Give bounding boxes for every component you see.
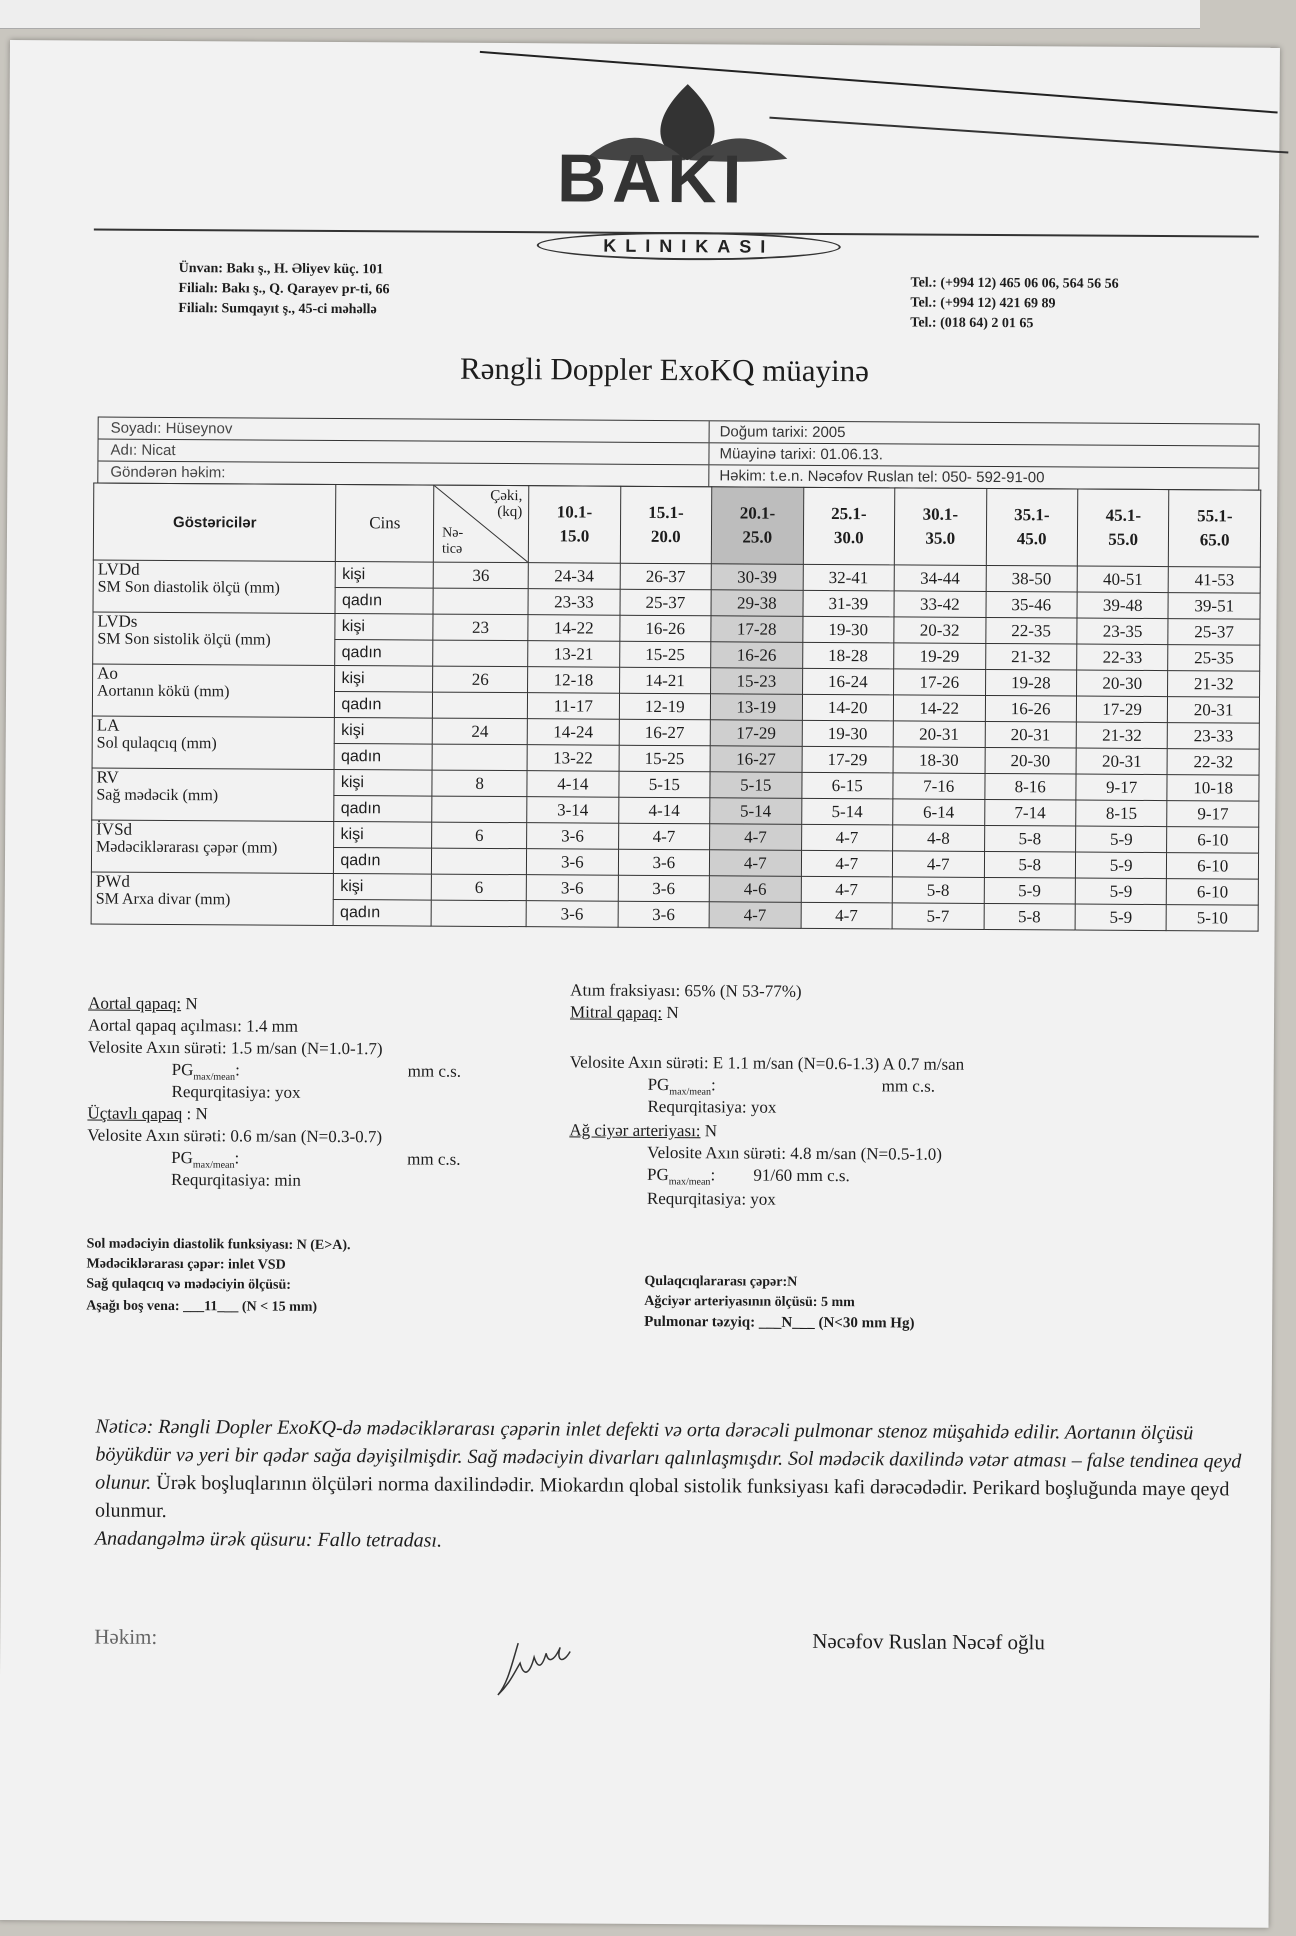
result-cell [433,692,528,719]
norm-cell: 3-6 [526,901,618,928]
norm-cell: 20-31 [1076,748,1168,775]
clinic-name: BAKI [556,140,748,218]
doctor-label: Həkim: [94,1624,158,1649]
result-cell: 6 [431,874,526,901]
norm-cell: 4-7 [801,824,893,851]
norm-cell: 5-14 [710,798,802,825]
tricuspid-valve: Üçtavlı qapaq : N [87,1103,208,1124]
norm-cell: 6-14 [893,799,985,826]
norm-cell: 13-22 [527,745,619,772]
norm-cell: 17-29 [1076,696,1168,723]
result-cell [432,744,527,771]
aortal-valve: Aortal qapaq: N [88,993,198,1014]
indicator-desc: SM Arxa divar (mm) [95,890,231,909]
sex-cell: qadın [335,587,433,614]
pulmonary-artery: Ağ ciyər arteriyası: N [569,1120,718,1141]
sex-cell: qadın [335,691,433,718]
norm-cell: 4-7 [709,902,801,929]
norm-cell: 14-20 [802,694,894,721]
result-cell [432,796,527,823]
norm-cell: 19-30 [802,720,894,747]
col-age: 35.1- 45.0 [986,488,1078,566]
norm-cell: 34-44 [894,565,986,592]
norm-cell: 16-26 [711,642,803,669]
indicator-desc: Sağ mədəcik (mm) [96,786,219,805]
echo-norms-table [91,483,1262,932]
norm-cell: 19-29 [894,643,986,670]
norm-cell: 29-38 [711,590,803,617]
sex-cell: qadın [334,847,432,874]
result-cell: 26 [433,666,528,693]
norm-cell: 40-51 [1077,566,1169,593]
indicator-cell [93,560,336,613]
norm-cell: 4-7 [801,876,893,903]
norm-cell: 22-32 [1167,749,1259,776]
indicator-code: İVSd [96,819,133,839]
indicator-cell [91,872,334,925]
norm-cell: 5-9 [1075,878,1167,905]
norm-cell: 18-28 [802,642,894,669]
norm-cell: 8-16 [984,773,1076,800]
norm-cell: 16-27 [710,746,802,773]
norm-cell: 5-10 [1167,905,1259,932]
ejection-fraction: Atım fraksiyası: 65% (N 53-77%) [570,980,802,1001]
norm-cell: 39-48 [1077,592,1169,619]
tricuspid-velocity: Velosite Axın sürəti: 0.6 m/san (N=0.3-0.7) [87,1125,383,1147]
norm-cell: 5-9 [1076,826,1168,853]
norm-cell: 5-15 [710,772,802,799]
norm-cell: 18-30 [893,747,985,774]
indicator-cell [93,612,336,665]
col-age: 45.1- 55.0 [1077,489,1169,567]
norm-cell: 11-17 [528,693,620,720]
indicator-desc: Aortanın kökü (mm) [96,682,230,701]
norm-cell: 3-14 [527,797,619,824]
col-age: 15.1- 20.0 [620,486,712,564]
indicator-cell [92,768,335,821]
conclusion-plain: Ürək boşluqlarının ölçüləri norma daxilindədir. Miokardın qlobal sistolik funksiyası kafi dərəcədədir. Perikard boşluğunda maye qeyd olunmur. [94,1471,1230,1522]
norm-cell: 19-30 [802,616,894,643]
indicator-cell [91,820,334,873]
col-weight-result [433,485,528,563]
result-cell [431,900,526,927]
norm-cell: 5-8 [984,851,1076,878]
norm-cell: 13-21 [528,641,620,668]
norm-cell: 9-17 [1076,774,1168,801]
page-title: Rəngli Doppler ExoKQ müayinə [459,350,870,389]
patient-surname: Soyadı: Hüseynov [99,418,710,443]
tricuspid-pg: $PG_{max/mean}$: [171,1148,240,1171]
mitral-regurgitation: Requrqitasiya: yox [647,1096,777,1117]
sex-cell: kişi [334,873,432,900]
mitral-valve: Mitral qapaq: N [570,1002,679,1023]
diagnosis: Anadangəlmə ürək qüsuru: Fallo tetradası. [94,1527,443,1552]
aortal-regurgitation: Requrqitasiya: yox [171,1082,301,1102]
norm-cell: 22-33 [1077,644,1169,671]
result-cell [433,588,528,615]
note-left: Mədəciklərarası çəpər: inlet VSD [86,1256,286,1273]
norm-cell: 39-51 [1168,593,1260,620]
mitral-pg-unit: mm c.s. [881,1076,936,1096]
norm-cell: 15-23 [711,668,803,695]
norm-cell: 25-35 [1168,645,1260,672]
norm-cell: 4-7 [710,850,802,877]
phone-line: Tel.: (+994 12) 465 06 06, 564 56 56 [910,275,1119,292]
sex-cell: qadın [334,795,432,822]
examining-doctor: Həkim: t.e.n. Nəcəfov Ruslan tel: 050- 592-91-00 [719,467,1045,487]
indicator-desc: SM Son diastolik ölçü (mm) [97,578,280,597]
patient-birth: Doğum tarixi: 2005 [719,423,846,442]
norm-cell: 4-7 [801,850,893,877]
norm-cell: 20-30 [1076,670,1168,697]
indicator-code: PWd [95,871,130,891]
indicator-code: LVDs [97,611,138,631]
norm-cell: 14-24 [527,719,619,746]
norm-cell: 5-9 [1075,904,1167,931]
norm-cell: 5-9 [984,877,1076,904]
norm-cell: 20-32 [894,617,986,644]
norm-cell: 4-7 [801,902,893,929]
norm-cell: 5-9 [1075,852,1167,879]
norm-cell: 15-25 [619,745,711,772]
norm-cell: 23-33 [528,589,620,616]
norm-cell: 5-8 [984,903,1076,930]
note-right: Pulmonar təzyiq: ___N___ (N<30 mm Hg) [644,1313,915,1332]
norm-cell: 7-16 [893,773,985,800]
sex-cell: kişi [335,613,433,640]
pulmonary-pg: $PG_{max/mean}$: 91/60 mm c.s. [647,1164,850,1188]
pulmonary-velocity: Velosite Axın sürəti: 4.8 m/san (N=0.5-1.0) [647,1142,943,1164]
norm-cell: 5-8 [892,877,984,904]
norm-cell: 16-27 [619,719,711,746]
norm-cell: 6-10 [1167,879,1259,906]
aortal-opening: Aortal qapaq açılması: 1.4 mm [87,1015,299,1036]
norm-cell: 3-6 [527,849,619,876]
sex-cell: qadın [334,743,432,770]
result-cell: 23 [433,614,528,641]
indicator-desc: Sol qulaqcıq (mm) [96,734,217,753]
col-indicators: Göstəricilər [93,483,336,561]
norm-cell: 14-22 [893,695,985,722]
norm-cell: 6-15 [801,772,893,799]
referring-doctor: Göndərən həkim: [98,462,709,487]
norm-cell: 35-46 [985,591,1077,618]
document-page [0,40,1280,1928]
result-cell: 24 [432,718,527,745]
norm-cell: 6-10 [1167,827,1259,854]
norm-cell: 17-29 [802,746,894,773]
exam-date: Müayinə tarixi: 01.06.13. [719,445,883,464]
col-sex: Cins [336,485,434,563]
norm-cell: 21-32 [1168,671,1260,698]
norm-cell: 16-26 [985,695,1077,722]
norm-cell: 3-6 [526,875,618,902]
norm-cell: 12-18 [528,667,620,694]
address-line: Filialı: Bakı ş., Q. Qarayev pr-ti, 66 [178,281,390,298]
weight-unit: (kq) [497,503,523,521]
norm-cell: 16-26 [619,615,711,642]
norm-cell: 4-7 [892,851,984,878]
underlying-sheet [0,0,1200,29]
note-left: Aşağı boş vena: ___11___ (N < 15 mm) [86,1298,318,1315]
norm-cell: 17-28 [711,616,803,643]
norm-cell: 14-22 [528,615,620,642]
col-age: 55.1- 65.0 [1169,490,1261,568]
norm-cell: 25-37 [1168,619,1260,646]
note-right: Qulaqcıqlararası çəpər:N [644,1273,798,1290]
sex-cell: qadın [335,639,433,666]
norm-cell: 12-19 [619,693,711,720]
norm-cell: 6-10 [1167,853,1259,880]
address-line: Filialı: Sumqayıt ş., 45-ci məhəllə [178,301,377,318]
patient-info [97,417,1259,491]
result-label-1: Nə- [442,525,464,541]
norm-cell: 31-39 [803,590,895,617]
result-label-2: ticə [442,541,463,557]
norm-cell: 4-14 [618,797,710,824]
norm-cell: 3-6 [618,901,710,928]
norm-cell: 16-24 [802,668,894,695]
result-cell: 6 [432,822,527,849]
mitral-velocity: Velosite Axın sürəti: E 1.1 m/san (N=0.6-1.3) A 0.7 m/san [569,1052,965,1074]
norm-cell: 14-21 [619,667,711,694]
address-block [178,259,389,320]
norm-cell: 3-6 [618,875,710,902]
signature-icon [490,1623,600,1704]
sex-cell: kişi [335,717,433,744]
result-cell: 36 [433,562,528,589]
pulmonary-regurgitation: Requrqitasiya: yox [646,1188,776,1209]
norm-cell: 25-37 [620,589,712,616]
norm-cell: 32-41 [803,564,895,591]
aortal-pg: $PG_{max/mean}$: [171,1060,240,1083]
patient-name: Adı: Nicat [98,440,709,465]
conclusion-label: Nəticə: [95,1415,154,1438]
sex-cell: kişi [334,821,432,848]
clinic-subtitle: KLINIKASI [537,231,841,261]
conclusion-italic: Rəngli Dopler ExoKQ-də mədəciklərarası çəpərin inlet defekti və orta dərəcəli pulmonar stenoz müşahidə edilir. Aortanın ölçüsü böyükdür və yeri bir qədər sağa dəyişilmişdir. Sağ mədəciyin divarları qalınlaşmışdır. Sol mədəcik daxilində vətər atması – false tendinea qeyd olunur. [95,1415,1242,1494]
norm-cell: 15-25 [619,641,711,668]
norm-cell: 13-19 [710,694,802,721]
norm-cell: 24-34 [528,563,620,590]
indicator-desc: Mədəciklərarası çəpər (mm) [96,838,278,857]
indicator-code: LA [96,715,120,735]
sex-cell: kişi [335,665,433,692]
norm-cell: 10-18 [1167,775,1259,802]
norm-cell: 8-15 [1076,800,1168,827]
tricuspid-pg-unit: mm c.s. [407,1149,461,1169]
norm-cell: 21-32 [985,643,1077,670]
norm-cell: 9-17 [1167,801,1259,828]
phone-block [910,274,1118,335]
norm-cell: 5-15 [619,771,711,798]
norm-cell: 7-14 [984,799,1076,826]
mitral-pg: $PG_{max/mean}$: [647,1074,716,1098]
norm-cell: 4-14 [527,771,619,798]
norm-cell: 5-8 [984,825,1076,852]
norm-cell: 20-30 [985,747,1077,774]
indicator-code: Ao [97,663,118,683]
norm-cell: 38-50 [986,565,1078,592]
norm-cell: 4-8 [893,825,985,852]
norm-cell: 23-33 [1168,723,1260,750]
result-cell: 8 [432,770,527,797]
note-left: Sol mədəciyin diastolik funksiyası: N (E>A). [86,1236,351,1254]
norm-cell: 4-6 [709,876,801,903]
phone-line: Tel.: (018 64) 2 01 65 [910,315,1034,332]
aortal-pg-unit: mm c.s. [407,1061,462,1081]
norm-cell: 17-26 [894,669,986,696]
weight-label: Çəki, [490,487,523,505]
norm-cell: 30-39 [711,564,803,591]
result-cell [432,848,527,875]
norm-cell: 4-7 [618,823,710,850]
sex-cell: kişi [334,769,432,796]
norm-cell: 5-14 [801,798,893,825]
address-line: Ünvan: Bakı ş., H. Əliyev küç. 101 [178,261,384,278]
note-left: Sağ qulaqcıq və mədəciyin ölçüsü: [86,1276,292,1293]
norm-cell: 4-7 [710,824,802,851]
indicator-code: LVDd [97,559,140,579]
tricuspid-regurgitation: Requrqitasiya: min [170,1170,301,1190]
col-age: 30.1- 35.0 [894,488,986,566]
indicator-code: RV [96,767,119,787]
col-age: 10.1- 15.0 [528,486,620,564]
norm-cell: 33-42 [894,591,986,618]
result-cell [433,640,528,667]
sex-cell: qadın [334,899,432,926]
norm-cell: 17-29 [710,720,802,747]
note-right: Ağciyər arteriyasının ölçüsü: 5 mm [644,1293,855,1311]
norm-cell: 41-53 [1169,567,1261,594]
norm-cell: 20-31 [985,721,1077,748]
conclusion [95,1413,1246,1560]
norm-cell: 19-28 [985,669,1077,696]
norm-cell: 20-31 [1168,697,1260,724]
norm-cell: 3-6 [527,823,619,850]
indicator-cell [92,716,335,769]
aortal-velocity: Velosite Axın sürəti: 1.5 m/san (N=1.0-1.7) [87,1037,383,1059]
col-age: 20.1- 25.0 [711,487,803,565]
norm-cell: 23-35 [1077,618,1169,645]
col-age: 25.1- 30.0 [803,487,895,565]
indicator-desc: SM Son sistolik ölçü (mm) [97,630,271,649]
norm-cell: 26-37 [620,563,712,590]
norm-cell: 22-35 [985,617,1077,644]
sex-cell: kişi [336,561,434,588]
indicator-cell [92,664,335,717]
norm-cell: 21-32 [1076,722,1168,749]
doctor-name: Nəcəfov Ruslan Nəcəf oğlu [812,1628,1045,1655]
norm-cell: 3-6 [618,849,710,876]
norm-cell: 5-7 [892,903,984,930]
clinic-logo [527,81,848,257]
norm-cell: 20-31 [893,721,985,748]
phone-line: Tel.: (+994 12) 421 69 89 [910,295,1056,312]
